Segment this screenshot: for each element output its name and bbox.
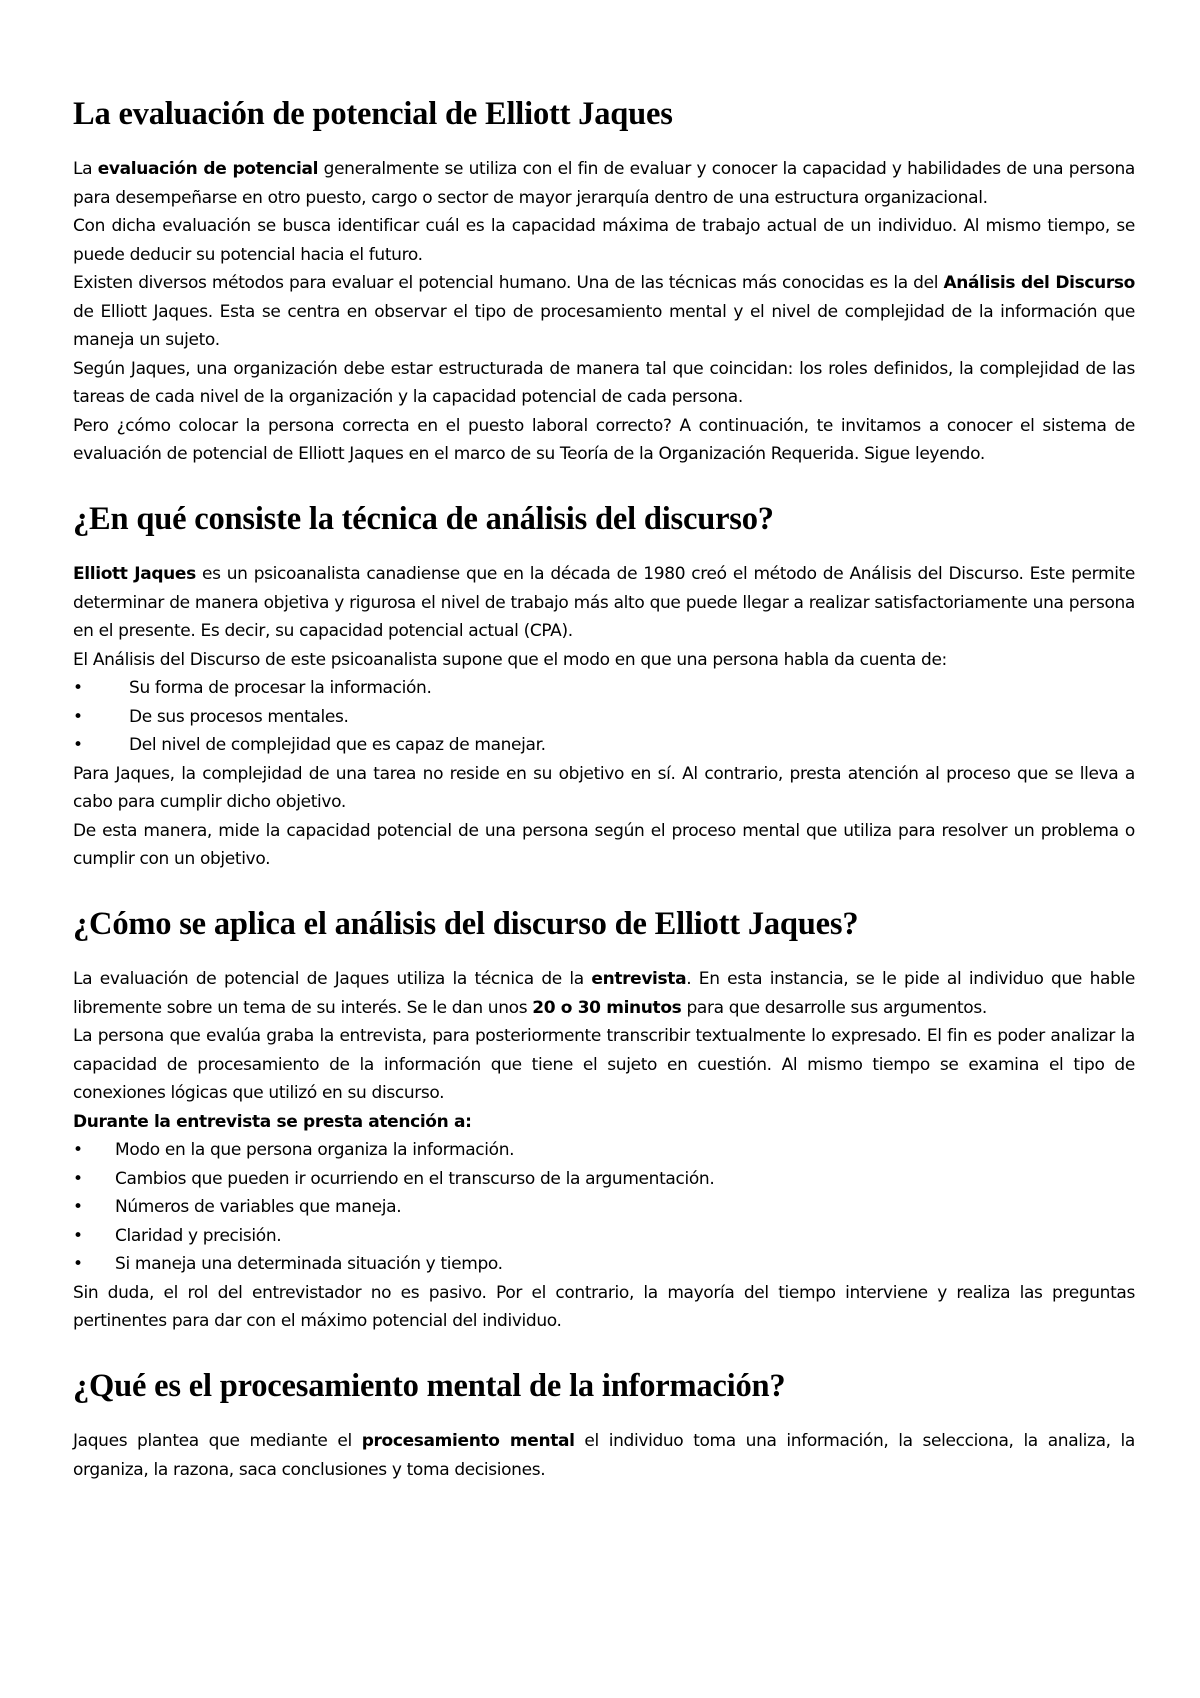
paragraph: [73, 412, 1135, 469]
section-heading-2: ¿Cómo se aplica el análisis del discurso de Elliott Jaques?: [73, 905, 859, 942]
paragraph: [73, 155, 1135, 212]
section-3-paragraphs: [73, 1427, 1135, 1484]
list-item: [73, 1250, 1135, 1279]
list-item-text: Modo en la que persona organiza la información.: [115, 1140, 515, 1161]
text-run: Sin duda, el rol del entrevistador no es pasivo. Por el contrario, la mayoría del tiempo interviene y realiza las preguntas pertinentes para dar con el máximo potencial del individuo.: [73, 1282, 1135, 1332]
paragraph: [73, 1279, 1135, 1336]
bold-text: Durante la entrevista se presta atención a:: [73, 1111, 472, 1132]
paragraph: [73, 817, 1135, 874]
section-2-paragraphs-after: [73, 1279, 1135, 1336]
text-run: Existen diversos métodos para evaluar el potencial humano. Una de las técnicas más conocidas es la del: [73, 273, 944, 294]
list-item: [73, 703, 1135, 732]
list-item: [73, 1222, 1135, 1251]
bullet-icon: •: [73, 1197, 83, 1218]
bold-text: Elliott Jaques: [73, 564, 196, 585]
text-run: La: [73, 159, 98, 180]
bold-text: entrevista: [591, 969, 687, 990]
bullet-icon: •: [73, 706, 83, 727]
section-1-paragraphs-before: [73, 560, 1135, 674]
text-run: La evaluación de potencial de Jaques utiliza la técnica de la: [73, 969, 592, 990]
bold-text: 20 o 30 minutos: [532, 997, 682, 1018]
bold-text: procesamiento mental: [361, 1431, 575, 1451]
list-item: [73, 1193, 1135, 1222]
paragraph: [73, 355, 1135, 412]
section-heading-1: ¿En qué consiste la técnica de análisis del discurso?: [73, 500, 774, 537]
paragraph: [73, 269, 1135, 355]
text-run: el individuo toma una información, la selecciona, la analiza, la organiza, la razona, saca conclusiones y toma decisiones.: [73, 1431, 1135, 1480]
bold-text: evaluación de potencial: [97, 159, 319, 180]
intro-section: [73, 155, 1135, 469]
bullet-icon: •: [73, 735, 83, 756]
text-run: Pero ¿cómo colocar la persona correcta en el puesto laboral correcto? A continuación, te invitamos a conocer el sistema de evaluación de potencial de Elliott Jaques en el marco de su Teoría de la Organización Requerida. Sigue leyendo.: [73, 415, 1135, 465]
bullet-icon: •: [73, 1168, 83, 1189]
text-run: Para Jaques, la complejidad de una tarea no reside en su objetivo en sí. Al contrario, presta atención al proceso que se lleva a cabo para cumplir dicho objetivo.: [73, 763, 1135, 813]
document-title: La evaluación de potencial de Elliott Jaques: [73, 96, 673, 132]
text-run: Jaques plantea que mediante el: [73, 1431, 362, 1451]
list-item-text: Números de variables que maneja.: [115, 1197, 402, 1218]
section-heading-3: ¿Qué es el procesamiento mental de la información?: [73, 1367, 786, 1404]
text-run: . En esta instancia, se le pide al individuo que hable libremente sobre un tema de su interés. Se le dan unos: [73, 969, 1135, 1018]
list-item: [73, 731, 1135, 760]
section-2-bullet-list: [73, 1136, 1135, 1279]
paragraph: [73, 760, 1135, 817]
document-page: [73, 96, 1135, 1484]
list-item: [73, 1165, 1135, 1194]
text-run: de Elliott Jaques. Esta se centra en observar el tipo de procesamiento mental y el nivel de complejidad de la información que maneja un sujeto.: [73, 301, 1135, 351]
section-2-paragraphs-before: [73, 965, 1135, 1136]
bullet-icon: •: [73, 678, 83, 699]
bullet-icon: •: [73, 1254, 83, 1275]
section-1-bullet-list: [73, 674, 1135, 760]
bullet-icon: •: [73, 1225, 83, 1246]
list-item: [73, 674, 1135, 703]
text-run: para que desarrolle sus argumentos.: [681, 997, 987, 1018]
list-item-text: Si maneja una determinada situación y tiempo.: [115, 1254, 503, 1275]
text-run: Según Jaques, una organización debe estar estructurada de manera tal que coincidan: los roles definidos, la complejidad de las tareas de cada nivel de la organización y la capacidad potencial de cada persona.: [73, 358, 1135, 408]
bullet-icon: •: [73, 1140, 83, 1161]
paragraph: [73, 1427, 1135, 1484]
text-run: generalmente se utiliza con el fin de evaluar y conocer la capacidad y habilidades de una persona para desempeñarse en otro puesto, cargo o sector de mayor jerarquía dentro de una estructura organizacional.: [73, 159, 1135, 208]
text-run: De esta manera, mide la capacidad potencial de una persona según el proceso mental que utiliza para resolver un problema o cumplir con un objetivo.: [73, 820, 1135, 870]
list-item-text: De sus procesos mentales.: [129, 706, 349, 727]
paragraph: [73, 560, 1135, 646]
section-1-paragraphs-after: [73, 760, 1135, 874]
text-run: es un psicoanalista canadiense que en la década de 1980 creó el método de Análisis del Discurso. Este permite determinar de manera objetiva y rigurosa el nivel de trabajo más alto que puede llegar a realizar satisfactoriamente una persona en el presente. Es decir, su capacidad potencial actual (CPA).: [73, 564, 1135, 642]
text-run: El Análisis del Discurso de este psicoanalista supone que el modo en que una persona habla da cuenta de:: [73, 649, 947, 670]
list-item-text: Cambios que pueden ir ocurriendo en el transcurso de la argumentación.: [115, 1168, 715, 1189]
list-item-text: Del nivel de complejidad que es capaz de manejar.: [129, 735, 546, 756]
text-run: Con dicha evaluación se busca identificar cuál es la capacidad máxima de trabajo actual de un individuo. Al mismo tiempo, se puede deducir su potencial hacia el futuro.: [73, 216, 1135, 265]
text-run: La persona que evalúa graba la entrevista, para posteriormente transcribir textualmente lo expresado. El fin es poder analizar la capacidad de procesamiento de la información que tiene el sujeto en cuestión. Al mismo tiempo se examina el tipo de conexiones lógicas que utilizó en su discurso.: [73, 1026, 1135, 1104]
paragraph: [73, 1108, 1135, 1137]
paragraph: [73, 965, 1135, 1022]
list-item-text: Su forma de procesar la información.: [129, 678, 432, 699]
bold-text: Análisis del Discurso: [943, 273, 1135, 294]
paragraph: [73, 646, 1135, 675]
paragraph: [73, 1022, 1135, 1108]
paragraph: [73, 212, 1135, 269]
list-item-text: Claridad y precisión.: [115, 1225, 282, 1246]
list-item: [73, 1136, 1135, 1165]
